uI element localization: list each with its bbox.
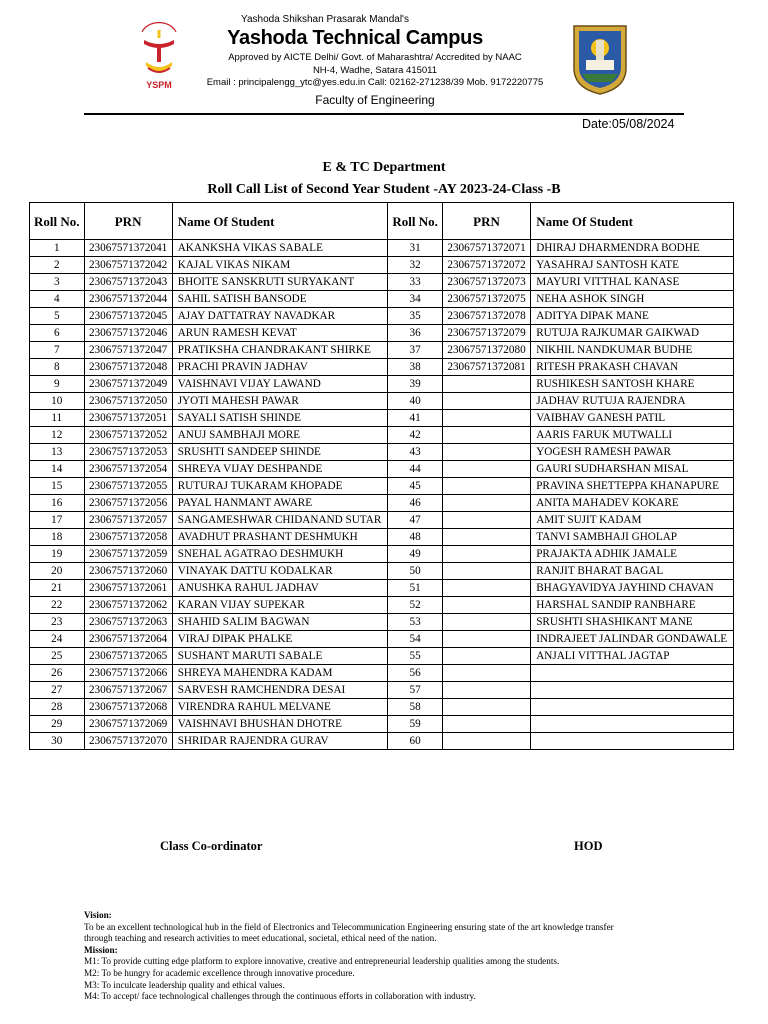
roll-no-cell: 23: [30, 614, 85, 631]
prn-cell: 23067571372073: [442, 274, 530, 291]
prn-cell: 23067571372042: [84, 257, 172, 274]
prn-cell: [442, 563, 530, 580]
student-name-cell: GAURI SUDHARSHAN MISAL: [531, 461, 734, 478]
prn-cell: 23067571372072: [442, 257, 530, 274]
mission-item: M1: To provide cutting edge platform to explore innovative, creative and entrepreneurial leadership qualities among the students.: [84, 956, 560, 967]
prn-cell: 23067571372075: [442, 291, 530, 308]
student-name-cell: ADITYA DIPAK MANE: [531, 308, 734, 325]
prn-cell: 23067571372054: [84, 461, 172, 478]
prn-cell: [442, 512, 530, 529]
student-name-cell: AMIT SUJIT KADAM: [531, 512, 734, 529]
prn-cell: [442, 716, 530, 733]
roll-no-cell: 2: [30, 257, 85, 274]
roll-no-cell: 54: [388, 631, 443, 648]
prn-cell: 23067571372053: [84, 444, 172, 461]
header-name: Name Of Student: [531, 203, 734, 240]
table-row: [30, 580, 734, 597]
prn-cell: [442, 580, 530, 597]
prn-cell: [442, 427, 530, 444]
student-name-cell: RANJIT BHARAT BAGAL: [531, 563, 734, 580]
table-row: [30, 359, 734, 376]
header-roll-no: Roll No.: [388, 203, 443, 240]
mission-item: M3: To inculcate leadership quality and ethical values.: [84, 979, 285, 990]
address-text: NH-4, Wadhe, Satara 415011: [312, 65, 438, 76]
table-row: [30, 512, 734, 529]
roll-no-cell: 44: [388, 461, 443, 478]
prn-cell: 23067571372050: [84, 393, 172, 410]
prn-cell: [442, 733, 530, 750]
table-row: [30, 665, 734, 682]
roll-no-cell: 60: [388, 733, 443, 750]
vision-mission: [84, 910, 704, 1003]
student-name-cell: AJAY DATTATRAY NAVADKAR: [172, 308, 388, 325]
prn-cell: [442, 699, 530, 716]
student-name-cell: PAYAL HANMANT AWARE: [172, 495, 388, 512]
roll-no-cell: 24: [30, 631, 85, 648]
roll-no-cell: 43: [388, 444, 443, 461]
prn-cell: 23067571372052: [84, 427, 172, 444]
roll-no-cell: 48: [388, 529, 443, 546]
roll-no-cell: 36: [388, 325, 443, 342]
student-name-cell: SRUSHTI SHASHIKANT MANE: [531, 614, 734, 631]
college-name: Yashoda Technical Campus: [227, 27, 483, 49]
roll-no-cell: 59: [388, 716, 443, 733]
student-name-cell: VAISHNAVI VIJAY LAWAND: [172, 376, 388, 393]
approval-text: Approved by AICTE Delhi/ Govt. of Maharashtra/ Accredited by NAAC: [228, 52, 522, 63]
student-name-cell: ANUJ SAMBHAJI MORE: [172, 427, 388, 444]
prn-cell: [442, 546, 530, 563]
student-name-cell: VINAYAK DATTU KODALKAR: [172, 563, 388, 580]
prn-cell: 23067571372060: [84, 563, 172, 580]
list-title: Roll Call List of Second Year Student -AY 2023-24-Class -B: [207, 182, 561, 197]
roll-no-cell: 34: [388, 291, 443, 308]
student-name-cell: VAISHNAVI BHUSHAN DHOTRE: [172, 716, 388, 733]
prn-cell: [442, 648, 530, 665]
student-name-cell: SHREYA VIJAY DESHPANDE: [172, 461, 388, 478]
prn-cell: 23067571372049: [84, 376, 172, 393]
student-name-cell: VIRENDRA RAHUL MELVANE: [172, 699, 388, 716]
prn-cell: 23067571372063: [84, 614, 172, 631]
table-row: [30, 274, 734, 291]
roll-no-cell: 41: [388, 410, 443, 427]
society-name: Yashoda Shikshan Prasarak Mandal's: [241, 14, 409, 25]
prn-cell: [442, 444, 530, 461]
roll-no-cell: 55: [388, 648, 443, 665]
university-emblem: [568, 22, 632, 96]
table-row: [30, 733, 734, 750]
prn-cell: 23067571372067: [84, 682, 172, 699]
header-prn: PRN: [84, 203, 172, 240]
student-name-cell: SAHIL SATISH BANSODE: [172, 291, 388, 308]
student-name-cell: AVADHUT PRASHANT DESHMUKH: [172, 529, 388, 546]
student-name-cell: VAIBHAV GANESH PATIL: [531, 410, 734, 427]
roll-no-cell: 39: [388, 376, 443, 393]
prn-cell: 23067571372065: [84, 648, 172, 665]
prn-cell: 23067571372041: [84, 240, 172, 257]
student-name-cell: SHREYA MAHENDRA KADAM: [172, 665, 388, 682]
header-prn: PRN: [442, 203, 530, 240]
department-title: E & TC Department: [322, 160, 446, 175]
roll-no-cell: 46: [388, 495, 443, 512]
table-row: [30, 495, 734, 512]
roll-no-cell: 10: [30, 393, 85, 410]
table-row: [30, 631, 734, 648]
student-name-cell: RUSHIKESH SANTOSH KHARE: [531, 376, 734, 393]
student-name-cell: NIKHIL NANDKUMAR BUDHE: [531, 342, 734, 359]
student-name-cell: HARSHAL SANDIP RANBHARE: [531, 597, 734, 614]
roll-no-cell: 8: [30, 359, 85, 376]
table-row: [30, 325, 734, 342]
student-name-cell: BHAGYAVIDYA JAYHIND CHAVAN: [531, 580, 734, 597]
student-name-cell: TANVI SAMBHAJI GHOLAP: [531, 529, 734, 546]
vision-text-line: To be an excellent technological hub in the field of Electronics and Telecommunication Engineering ensuring state of the art knowledge transfer: [84, 921, 614, 932]
prn-cell: 23067571372064: [84, 631, 172, 648]
roll-no-cell: 21: [30, 580, 85, 597]
roll-no-cell: 13: [30, 444, 85, 461]
student-name-cell: [531, 733, 734, 750]
student-name-cell: [531, 682, 734, 699]
student-name-cell: SHRIDAR RAJENDRA GURAV: [172, 733, 388, 750]
table-row: [30, 478, 734, 495]
roll-no-cell: 37: [388, 342, 443, 359]
roll-no-cell: 20: [30, 563, 85, 580]
roll-no-cell: 7: [30, 342, 85, 359]
student-name-cell: ANUSHKA RAHUL JADHAV: [172, 580, 388, 597]
hod-signature-label: HOD: [574, 839, 603, 853]
roll-no-cell: 50: [388, 563, 443, 580]
prn-cell: [442, 478, 530, 495]
roll-no-cell: 38: [388, 359, 443, 376]
prn-cell: [442, 393, 530, 410]
roll-no-cell: 35: [388, 308, 443, 325]
header-roll-no: Roll No.: [30, 203, 85, 240]
contact-text: Email : principalengg_ytc@yes.edu.in Call: 02162-271238/39 Mob. 9172220775: [206, 77, 544, 88]
student-name-cell: BHOITE SANSKRUTI SURYAKANT: [172, 274, 388, 291]
student-name-cell: AARIS FARUK MUTWALLI: [531, 427, 734, 444]
date: Date:05/08/2024: [582, 117, 675, 131]
roll-no-cell: 12: [30, 427, 85, 444]
roll-no-cell: 1: [30, 240, 85, 257]
table-row: [30, 614, 734, 631]
student-name-cell: SUSHANT MARUTI SABALE: [172, 648, 388, 665]
prn-cell: 23067571372068: [84, 699, 172, 716]
table-row: [30, 291, 734, 308]
student-name-cell: SARVESH RAMCHENDRA DESAI: [172, 682, 388, 699]
table-row: [30, 597, 734, 614]
table-row: [30, 699, 734, 716]
roll-no-cell: 27: [30, 682, 85, 699]
table-row: [30, 376, 734, 393]
yspm-logo: [134, 18, 184, 92]
roll-no-cell: 19: [30, 546, 85, 563]
student-name-cell: AKANKSHA VIKAS SABALE: [172, 240, 388, 257]
roll-no-cell: 32: [388, 257, 443, 274]
prn-cell: [442, 461, 530, 478]
student-name-cell: SNEHAL AGATRAO DESHMUKH: [172, 546, 388, 563]
prn-cell: 23067571372056: [84, 495, 172, 512]
student-name-cell: PRAJAKTA ADHIK JAMALE: [531, 546, 734, 563]
student-name-cell: JYOTI MAHESH PAWAR: [172, 393, 388, 410]
student-name-cell: [531, 665, 734, 682]
table-row: [30, 461, 734, 478]
prn-cell: [442, 614, 530, 631]
student-name-cell: SAYALI SATISH SHINDE: [172, 410, 388, 427]
roll-no-cell: 28: [30, 699, 85, 716]
roll-no-cell: 4: [30, 291, 85, 308]
roll-no-cell: 30: [30, 733, 85, 750]
prn-cell: 23067571372062: [84, 597, 172, 614]
prn-cell: 23067571372081: [442, 359, 530, 376]
roll-no-cell: 26: [30, 665, 85, 682]
prn-cell: [442, 631, 530, 648]
prn-cell: [442, 495, 530, 512]
roll-no-cell: 51: [388, 580, 443, 597]
table-row: [30, 308, 734, 325]
prn-cell: 23067571372066: [84, 665, 172, 682]
prn-cell: 23067571372071: [442, 240, 530, 257]
roll-no-cell: 16: [30, 495, 85, 512]
roll-no-cell: 3: [30, 274, 85, 291]
student-name-cell: SANGAMESHWAR CHIDANAND SUTAR: [172, 512, 388, 529]
roll-no-cell: 49: [388, 546, 443, 563]
table-row: [30, 563, 734, 580]
mission-label: Mission:: [84, 944, 118, 955]
roll-no-cell: 6: [30, 325, 85, 342]
roll-no-cell: 42: [388, 427, 443, 444]
prn-cell: 23067571372047: [84, 342, 172, 359]
table-row: [30, 444, 734, 461]
student-name-cell: MAYURI VITTHAL KANASE: [531, 274, 734, 291]
roll-no-cell: 29: [30, 716, 85, 733]
prn-cell: 23067571372070: [84, 733, 172, 750]
prn-cell: 23067571372048: [84, 359, 172, 376]
student-name-cell: NEHA ASHOK SINGH: [531, 291, 734, 308]
student-name-cell: YASAHRAJ SANTOSH KATE: [531, 257, 734, 274]
prn-cell: 23067571372059: [84, 546, 172, 563]
roll-no-cell: 25: [30, 648, 85, 665]
prn-cell: 23067571372044: [84, 291, 172, 308]
roll-no-cell: 14: [30, 461, 85, 478]
table-row: [30, 240, 734, 257]
prn-cell: [442, 682, 530, 699]
table-row: [30, 529, 734, 546]
table-row: [30, 648, 734, 665]
prn-cell: 23067571372046: [84, 325, 172, 342]
roll-no-cell: 18: [30, 529, 85, 546]
student-name-cell: DHIRAJ DHARMENDRA BODHE: [531, 240, 734, 257]
student-name-cell: JADHAV RUTUJA RAJENDRA: [531, 393, 734, 410]
prn-cell: 23067571372078: [442, 308, 530, 325]
student-name-cell: KAJAL VIKAS NIKAM: [172, 257, 388, 274]
roll-no-cell: 5: [30, 308, 85, 325]
student-name-cell: [531, 716, 734, 733]
roll-no-cell: 31: [388, 240, 443, 257]
student-name-cell: SRUSHTI SANDEEP SHINDE: [172, 444, 388, 461]
roll-no-cell: 56: [388, 665, 443, 682]
student-name-cell: SHAHID SALIM BAGWAN: [172, 614, 388, 631]
student-name-cell: ARUN RAMESH KEVAT: [172, 325, 388, 342]
mission-item: M2: To be hungry for academic excellence through innovative procedure.: [84, 967, 355, 978]
roll-no-cell: 17: [30, 512, 85, 529]
roll-call-table: [29, 202, 734, 750]
table-header-row: [30, 203, 734, 240]
prn-cell: 23067571372043: [84, 274, 172, 291]
table-row: [30, 257, 734, 274]
prn-cell: [442, 665, 530, 682]
roll-no-cell: 53: [388, 614, 443, 631]
vision-label: Vision:: [84, 910, 112, 920]
student-name-cell: ANJALI VITTHAL JAGTAP: [531, 648, 734, 665]
student-name-cell: KARAN VIJAY SUPEKAR: [172, 597, 388, 614]
letterhead: [0, 0, 768, 118]
student-name-cell: ANITA MAHADEV KOKARE: [531, 495, 734, 512]
roll-no-cell: 11: [30, 410, 85, 427]
mission-item: M4: To accept/ face technological challenges through the continuous efforts in collaboration with industry.: [84, 991, 476, 1002]
prn-cell: 23067571372079: [442, 325, 530, 342]
student-name-cell: RITESH PRAKASH CHAVAN: [531, 359, 734, 376]
prn-cell: [442, 376, 530, 393]
vision-text-line: through teaching and research activities to meet educational, societal, ethical need of the nation.: [84, 933, 437, 944]
student-name-cell: [531, 699, 734, 716]
table-row: [30, 716, 734, 733]
table-row: [30, 393, 734, 410]
prn-cell: 23067571372051: [84, 410, 172, 427]
roll-no-cell: 22: [30, 597, 85, 614]
coordinator-signature-label: Class Co-ordinator: [160, 839, 263, 853]
roll-no-cell: 9: [30, 376, 85, 393]
prn-cell: [442, 529, 530, 546]
prn-cell: 23067571372069: [84, 716, 172, 733]
student-name-cell: RUTURAJ TUKARAM KHOPADE: [172, 478, 388, 495]
header-rule: [84, 113, 684, 115]
prn-cell: [442, 410, 530, 427]
table-row: [30, 410, 734, 427]
student-name-cell: PRACHI PRAVIN JADHAV: [172, 359, 388, 376]
roll-no-cell: 52: [388, 597, 443, 614]
faculty-name: Faculty of Engineering: [315, 93, 435, 107]
roll-no-cell: 47: [388, 512, 443, 529]
student-name-cell: YOGESH RAMESH PAWAR: [531, 444, 734, 461]
prn-cell: 23067571372058: [84, 529, 172, 546]
roll-no-cell: 57: [388, 682, 443, 699]
prn-cell: [442, 597, 530, 614]
student-name-cell: RUTUJA RAJKUMAR GAIKWAD: [531, 325, 734, 342]
table-row: [30, 682, 734, 699]
logo-left-text: YSPM: [146, 80, 172, 90]
header-name: Name Of Student: [172, 203, 388, 240]
student-name-cell: PRAVINA SHETTEPPA KHANAPURE: [531, 478, 734, 495]
prn-cell: 23067571372055: [84, 478, 172, 495]
table-row: [30, 342, 734, 359]
roll-no-cell: 15: [30, 478, 85, 495]
roll-no-cell: 33: [388, 274, 443, 291]
roll-no-cell: 40: [388, 393, 443, 410]
prn-cell: 23067571372057: [84, 512, 172, 529]
roll-no-cell: 58: [388, 699, 443, 716]
student-name-cell: PRATIKSHA CHANDRAKANT SHIRKE: [172, 342, 388, 359]
prn-cell: 23067571372045: [84, 308, 172, 325]
student-name-cell: INDRAJEET JALINDAR GONDAWALE: [531, 631, 734, 648]
prn-cell: 23067571372061: [84, 580, 172, 597]
table-row: [30, 546, 734, 563]
table-row: [30, 427, 734, 444]
student-name-cell: VIRAJ DIPAK PHALKE: [172, 631, 388, 648]
prn-cell: 23067571372080: [442, 342, 530, 359]
roll-no-cell: 45: [388, 478, 443, 495]
